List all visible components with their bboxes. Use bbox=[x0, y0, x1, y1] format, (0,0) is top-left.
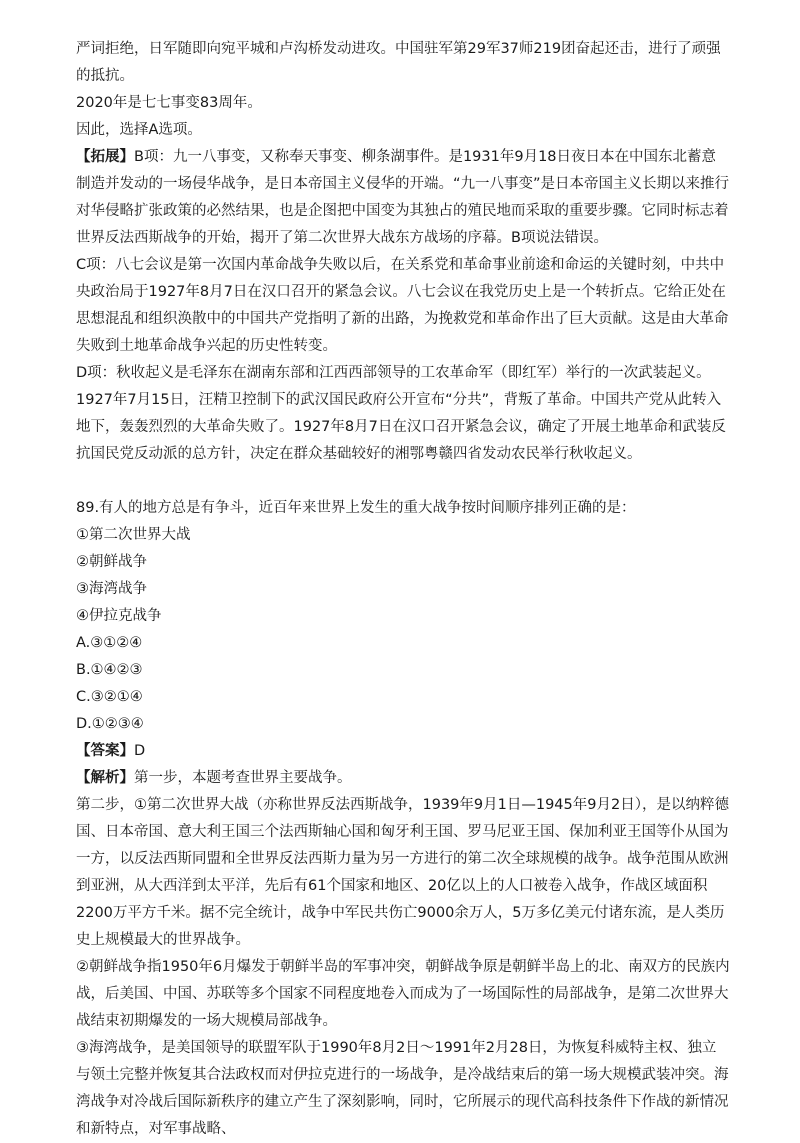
option-c: C.③②①④ bbox=[76, 689, 143, 705]
question-item: ①第二次世界大战 bbox=[76, 527, 191, 543]
option-a: A.③①②④ bbox=[76, 635, 143, 651]
paragraph-extension-b bbox=[76, 144, 730, 252]
analysis-ww2: 第二步，①第二次世界大战（亦称世界反法西斯战争，1939年9月1日—1945年9月2日），是以纳粹德国、日本帝国、意大利王国三个法西斯轴心国和匈牙利王国、罗马尼亚王国、保加利亚王国等仆从国为一方，以反法西斯同盟和全世界反法西斯力量为另一方进行的第二次全球规模的战争。战争范围从欧洲到亚洲，从大西洋到太平洋，先后有61个国家和地区、20亿以上的人口被卷入战争，作战区域面积2200万平方千米。据不完全统计，战争中军民共伤亡9000余万人，5万多亿美元付诸东流，是人类历史上规模最大的世界战争。 bbox=[76, 797, 729, 948]
option-d: D.①②③④ bbox=[76, 716, 144, 732]
answer-tag: 【答案】 bbox=[76, 743, 134, 759]
answer-line bbox=[76, 738, 730, 765]
paragraph-choice: 因此，选择A选项。 bbox=[76, 122, 202, 138]
extension-tag: 【拓展】 bbox=[76, 149, 134, 165]
answer-value: D bbox=[134, 743, 146, 759]
question-item: ④伊拉克战争 bbox=[76, 608, 162, 624]
question-item: ③海湾战争 bbox=[76, 581, 147, 597]
analysis-tag: 【解析】 bbox=[76, 770, 134, 786]
extension-b-text: B项：九一八事变，又称奉天事变、柳条湖事件。是1931年9月18日夜日本在中国东北蓄意制造并发动的一场侵华战争，是日本帝国主义侵华的开端。“九一八事变”是日本帝国主义长期以来推行对华侵略扩张政策的必然结果，也是企图把中国变为其独占的殖民地而采取的重要步骤。它同时标志着世界反法西斯战争的开始，揭开了第二次世界大战东方战场的序幕。B项说法错误。 bbox=[76, 149, 730, 246]
paragraph-anniversary: 2020年是七七事变83周年。 bbox=[76, 95, 262, 111]
paragraph-extension-d: D项：秋收起义是毛泽东在湖南东部和江西西部领导的工农革命军（即红军）举行的一次武装起义。1927年7月15日，汪精卫控制下的武汉国民政府公开宣布“分共”，背叛了革命。中国共产党从此转入地下，轰轰烈烈的大革命失败了。1927年8月7日在汉口召开紧急会议，确定了开展土地革命和武装反抗国民党反动派的总方针，决定在群众基础较好的湘鄂粤赣四省发动农民举行秋收起义。 bbox=[76, 365, 726, 462]
question-stem: 89.有人的地方总是有争斗，近百年来世界上发生的重大战争按时间顺序排列正确的是： bbox=[76, 500, 636, 516]
paragraph-marco-polo-bridge: 严词拒绝，日军随即向宛平城和卢沟桥发动进攻。中国驻军第29军37师219团奋起还击，进行了顽强的抵抗。 bbox=[76, 41, 721, 84]
analysis-gulf-war: ③海湾战争，是美国领导的联盟军队于1990年8月2日～1991年2月28日，为恢复科威特主权、独立与领土完整并恢复其合法政权而对伊拉克进行的一场战争，是冷战结束后的第一场大规模武装冲突。海湾战争对冷战后国际新秩序的建立产生了深刻影响，同时，它所展示的现代高科技条件下作战的新情况和新特点，对军事战略、 bbox=[76, 1040, 729, 1137]
section-gap bbox=[76, 468, 730, 495]
paragraph-extension-c: C项：八七会议是第一次国内革命战争失败以后，在关系党和革命事业前途和命运的关键时刻，中共中央政治局于1927年8月7日在汉口召开的紧急会议。八七会议在我党历史上是一个转折点。它给正处在思想混乱和组织涣散中的中国共产党指明了新的出路，为挽救党和革命作出了巨大贡献。这是由大革命失败到土地革命战争兴起的历史性转变。 bbox=[76, 257, 729, 354]
analysis-intro-text: 第一步，本题考查世界主要战争。 bbox=[134, 770, 352, 786]
analysis-korean-war: ②朝鲜战争指1950年6月爆发于朝鲜半岛的军事冲突，朝鲜战争原是朝鲜半岛上的北、南双方的民族内战，后美国、中国、苏联等多个国家不同程度地卷入而成为了一场国际性的局部战争，是第二次世界大战结束初期爆发的一场大规模局部战争。 bbox=[76, 959, 730, 1029]
option-b: B.①④②③ bbox=[76, 662, 143, 678]
analysis-intro bbox=[76, 765, 730, 792]
question-item: ②朝鲜战争 bbox=[76, 554, 147, 570]
